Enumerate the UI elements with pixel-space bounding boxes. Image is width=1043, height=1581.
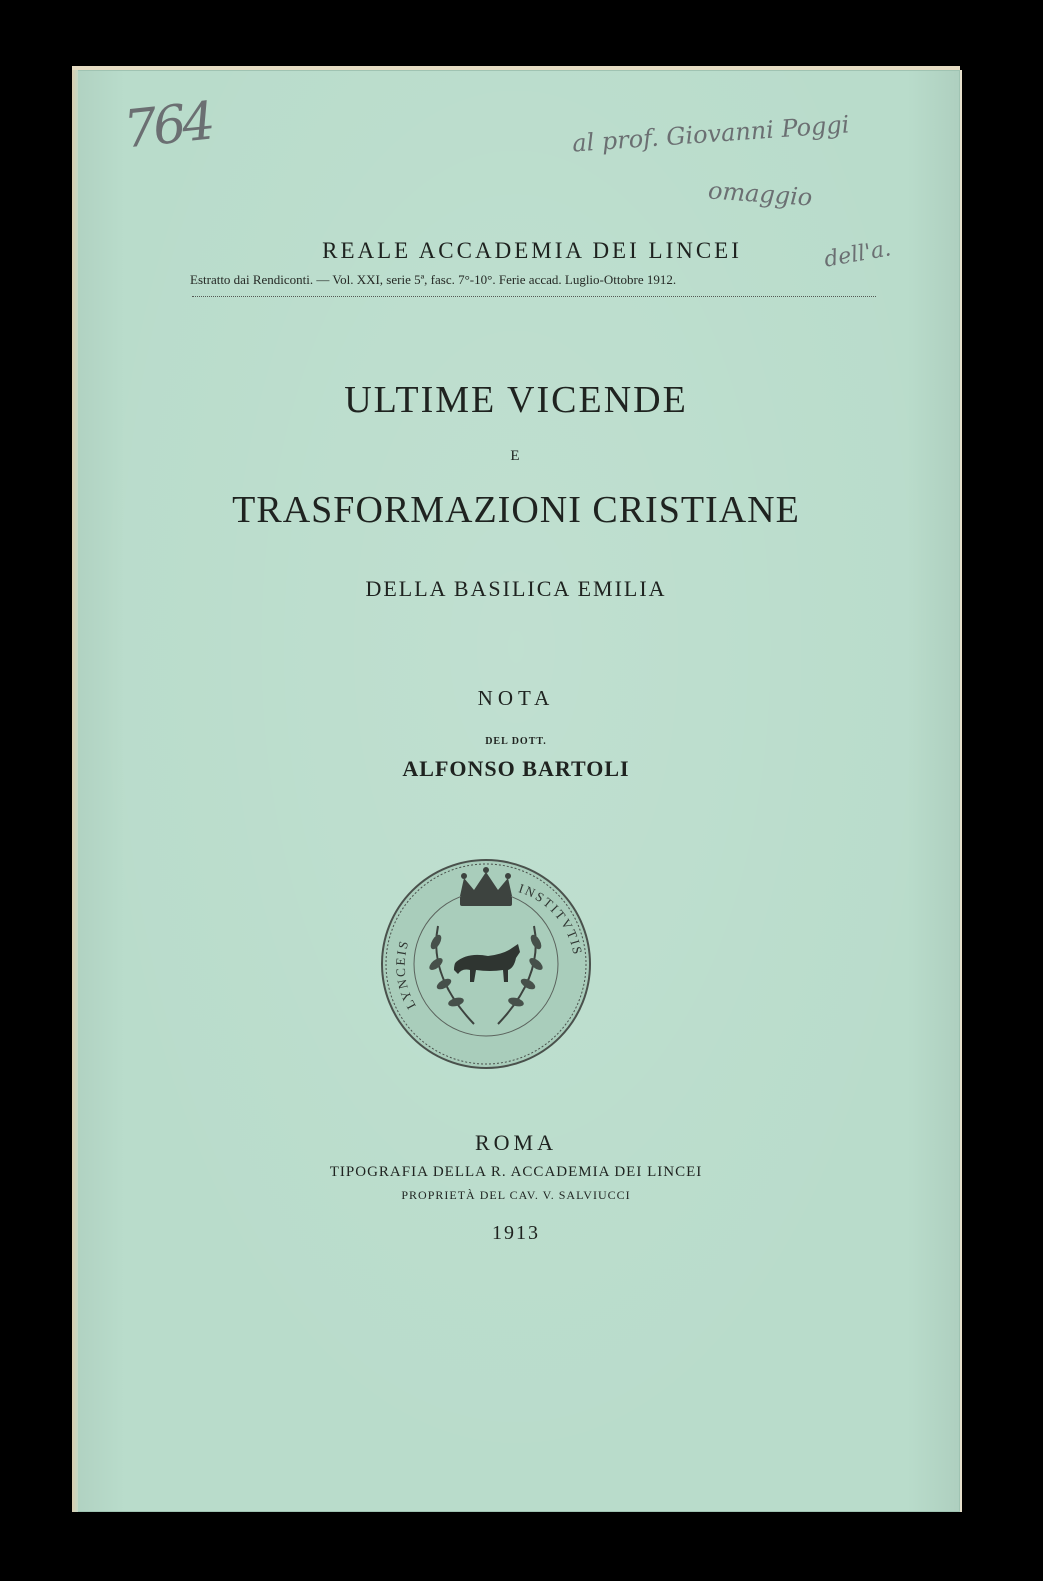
lynx-seal-icon [378, 856, 594, 1072]
imprint-printer: TIPOGRAFIA DELLA R. ACCADEMIA DEI LINCEI [329, 1164, 703, 1180]
handwritten-number: 764 [121, 91, 215, 161]
imprint-city: ROMA [474, 1130, 557, 1155]
header-rule [192, 296, 876, 297]
title-line-3: DELLA BASILICA EMILIA [365, 576, 667, 601]
author-prefix: DEL DOTT. [485, 736, 547, 747]
document-cover [72, 70, 960, 1512]
author-name: ALFONSO BARTOLI [402, 756, 630, 781]
seal-motto-left: LYNCEIS [392, 937, 419, 1012]
handwritten-dedication-line2: omaggio [707, 176, 814, 212]
handwritten-dedication-line3: dell'a. [822, 236, 894, 273]
note-label: NOTA [477, 686, 555, 710]
title-conjunction: E [510, 448, 522, 464]
imprint-owner: PROPRIETÀ DEL CAV. V. SALVIUCCI [401, 1188, 631, 1202]
cover-spine-edge [72, 70, 78, 1512]
extract-info: Estratto dai Rendiconti. — Vol. XXI, serie 5ª, fasc. 7°-10°. Ferie accad. Luglio-Ottobre 1912. [190, 272, 677, 287]
handwritten-dedication-line1: al prof. Giovanni Poggi [571, 110, 851, 158]
academy-name: REALE ACCADEMIA DEI LINCEI [322, 238, 742, 263]
title-line-2: TRASFORMAZIONI CRISTIANE [232, 489, 800, 531]
imprint-year: 1913 [492, 1222, 540, 1244]
title-line-1: ULTIME VICENDE [344, 379, 688, 421]
seal-motto-right: INSTITVTIS [516, 880, 586, 958]
